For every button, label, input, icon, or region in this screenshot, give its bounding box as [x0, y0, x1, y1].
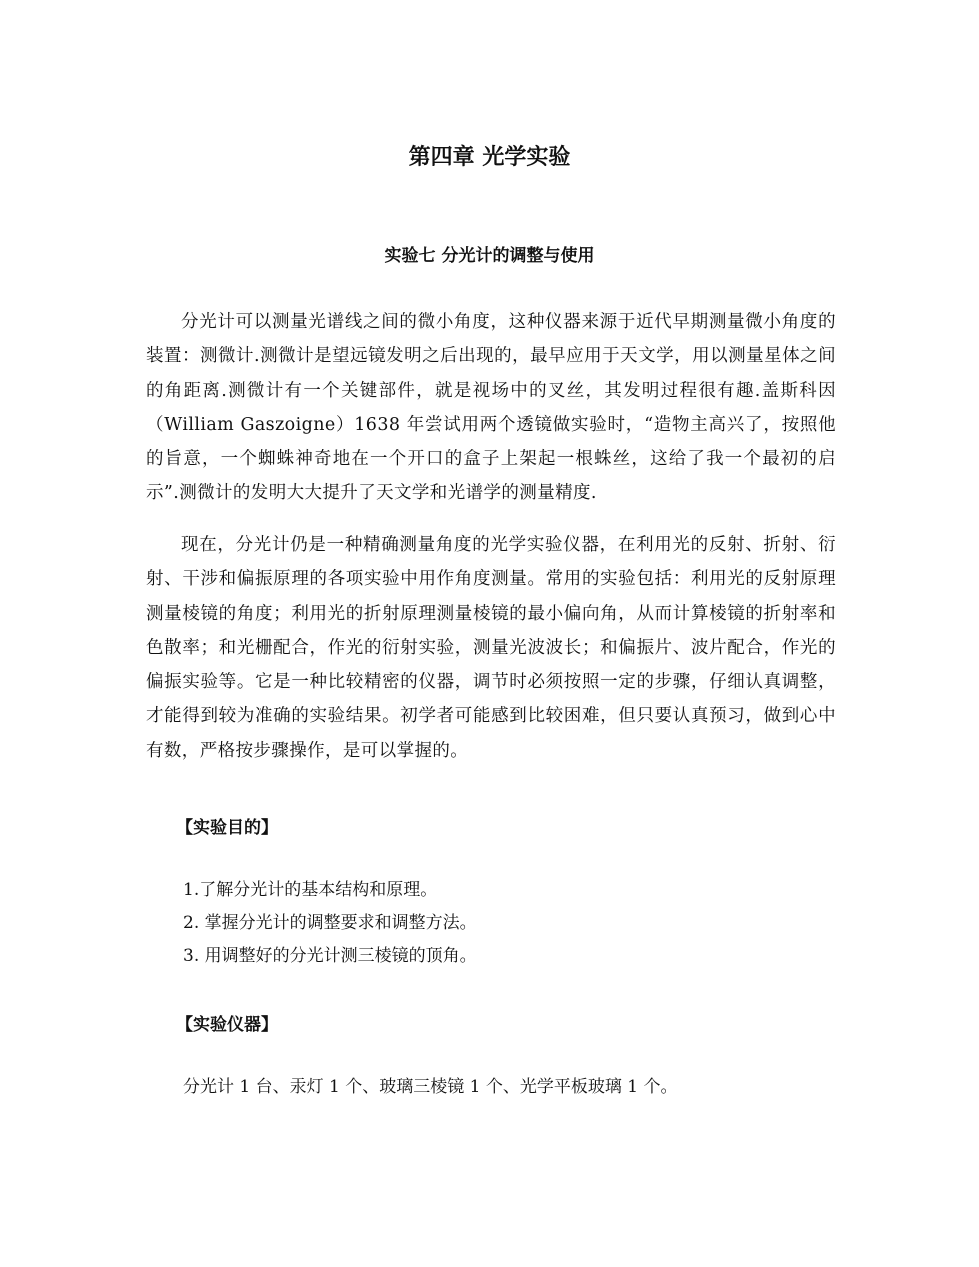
purpose-heading: 【实验目的】	[176, 818, 278, 838]
purpose-item: 2. 掌握分光计的调整要求和调整方法。	[183, 913, 477, 933]
purpose-item: 1.了解分光计的基本结构和原理。	[183, 880, 438, 900]
intro-paragraph-1: 分光计可以测量光谱线之间的微小角度，这种仪器来源于近代早期测量微小角度的装置：测微计.测微计是望远镜发明之后出现的，最早应用于天文学，用以测量星体之间的角距离.测微计有一个关键部件，就是视场中的叉丝，其发明过程很有趣.盖斯科因（William Gaszoigne）1638 年尝试用两个透镜做实验时，“造物主高兴了，按照他的旨意，一个蜘蛛神奇地在一个开口的盒子上架起一根蛛丝，这给了我一个最初的启示”.测微计的发明大大提升了天文学和光谱学的测量精度.	[146, 312, 836, 504]
apparatus-heading: 【实验仪器】	[176, 1015, 278, 1035]
intro-paragraph-2: 现在，分光计仍是一种精确测量角度的光学实验仪器，在利用光的反射、折射、衍射、干涉和偏振原理的各项实验中用作角度测量。常用的实验包括：利用光的反射原理测量棱镜的角度；利用光的折射原理测量棱镜的最小偏向角，从而计算棱镜的折射率和色散率；和光栅配合，作光的衍射实验，测量光波波长；和偏振片、波片配合，作光的偏振实验等。它是一种比较精密的仪器，调节时必须按照一定的步骤，仔细认真调整，才能得到较为准确的实验结果。初学者可能感到比较困难，但只要认真预习，做到心中有数，严格按步骤操作，是可以掌握的。	[146, 535, 836, 761]
chapter-title: 第四章 光学实验	[408, 145, 571, 170]
purpose-item: 3. 用调整好的分光计测三棱镜的顶角。	[183, 946, 477, 966]
apparatus-text: 分光计 1 台、汞灯 1 个、玻璃三棱镜 1 个、光学平板玻璃 1 个。	[183, 1077, 678, 1097]
purpose-list	[183, 874, 477, 973]
experiment-title: 实验七 分光计的调整与使用	[384, 246, 595, 266]
